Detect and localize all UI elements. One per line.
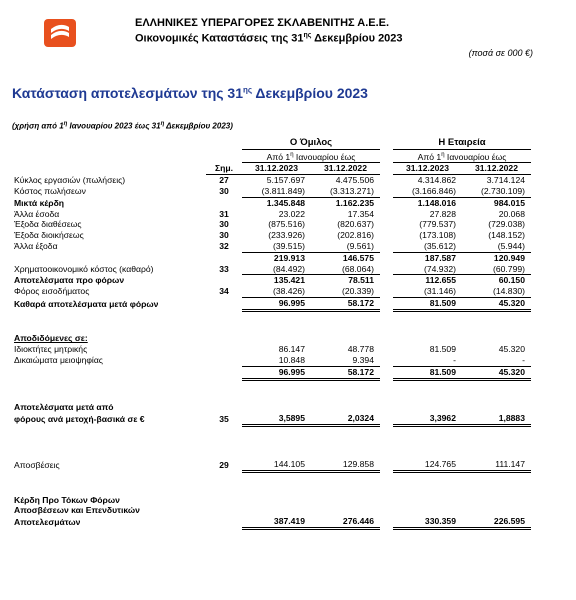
table-cell: (173.108) [419,230,456,241]
table-cell: 32 [219,241,229,252]
table-cell: (74.932) [423,263,456,274]
table-cell [14,310,531,322]
table-cell [462,333,531,344]
table-cell: 96.995 [242,366,311,379]
table-row [14,286,531,297]
table-cell: 58.172 [311,366,380,379]
table-cell [380,298,393,311]
table-cell: (3.811.849) [261,186,305,197]
table-cell: - [522,355,525,365]
table-cell [380,241,393,252]
table-cell: (35.612) [423,241,456,252]
table-cell: 5.157.697 [266,175,305,186]
table-cell: Κόστος πωλήσεων [14,186,86,197]
table-row [14,175,531,186]
table-cell: 120.949 [462,252,531,263]
table-cell: 1.345.848 [242,197,311,208]
table-cell: 2,0324 [311,413,380,425]
table-cell: 48.778 [347,344,374,355]
table-cell [380,344,393,355]
table-cell: 27.828 [429,208,456,219]
table-cell [206,197,242,208]
table-cell: 20.068 [498,208,525,219]
table-cell [14,138,206,149]
table-cell: 3,5895 [242,413,311,425]
table-row [14,298,531,311]
company-logo [43,18,77,48]
table-cell [206,298,242,311]
table-cell [242,333,311,344]
table-cell [380,459,393,471]
table-cell [206,516,242,528]
table-cell: 330.359 [393,516,462,528]
table-cell [206,366,242,379]
table-cell [462,505,531,516]
period-header-row [14,149,531,163]
table-row [14,355,531,366]
table-cell: (233.926) [268,230,305,241]
table-cell: Αποσβέσεις [14,459,60,470]
table-cell: Κέρδη Προ Τόκων Φόρων [14,494,120,505]
table-cell [14,471,531,483]
table-cell [380,413,393,425]
table-cell: 31 [219,208,229,219]
table-cell [380,252,393,263]
table-cell [380,355,393,366]
table-cell: 146.575 [311,252,380,263]
table-cell: 96.995 [242,298,311,311]
table-cell: (84.492) [272,263,305,274]
table-cell: Έξοδα διαθέσεως [14,219,82,230]
table-cell: Άλλα έσοδα [14,208,60,219]
table-cell: 226.595 [462,516,531,528]
table-cell: (148.152) [488,230,525,241]
table-cell: 81.509 [393,366,462,379]
company-date-2023: 31.12.2023 [393,163,462,175]
table-cell [206,402,242,413]
table-cell: (820.637) [337,219,374,230]
statements-subtitle: Οικονομικές Καταστάσεις της $31^{\eta\varsigma}$ Δεκεμβρίου 2023 [135,32,403,45]
table-cell: Μικτά κέρδη [14,197,65,208]
table-cell: 34 [219,286,229,297]
table-row [14,264,531,275]
table-cell: (38.426) [272,286,305,297]
table-cell [380,163,393,175]
table-cell: 30 [219,186,229,197]
table-cell [14,448,531,459]
table-cell: (2.730.109) [481,186,525,197]
table-row [14,197,531,208]
table-row [14,344,531,355]
table-cell: 27 [219,175,229,186]
table-cell: 387.419 [242,516,311,528]
table-cell: Φόρος εισοδήματος [14,286,90,297]
table-cell: (20.339) [341,286,374,297]
table-cell [14,391,531,402]
table-cell [380,495,393,506]
table-cell: Δικαιώματα μειοψηφίας [14,355,103,366]
period-note: (χρήση από $1^\eta$ Ιανουαρίου 2023 έως $31^\eta$ Δεκεμβρίου 2023) [12,121,233,131]
table-cell: 135.421 [242,275,311,286]
table-cell [206,149,242,163]
table-cell [206,355,242,366]
table-cell: 45.320 [462,298,531,311]
table-cell [14,438,531,449]
table-row [14,219,531,230]
table-cell [206,252,242,263]
attributable-total-row [14,366,531,379]
table-cell: Αποτελεσμάτων [14,516,81,527]
group-date-2023: 31.12.2023 [242,163,311,175]
table-cell [393,505,462,516]
table-cell [380,516,393,528]
table-row [14,241,531,252]
table-cell [206,344,242,355]
table-cell: 9.394 [352,355,374,365]
attributable-heading-row [14,333,531,344]
table-cell: (39.515) [272,241,305,252]
table-cell: 4.475.506 [335,175,374,186]
table-cell: 33 [219,263,229,274]
table-cell: 30 [219,219,229,230]
table-cell: 78.511 [311,275,380,286]
table-cell: 81.509 [393,298,462,311]
table-cell [14,252,206,263]
table-cell: Χρηματοοικονομικό κόστος (καθαρό) [14,263,154,274]
table-cell: (779.537) [419,219,456,230]
table-cell: 45.320 [498,344,525,355]
table-cell: 10.848 [278,355,305,365]
table-cell [14,149,206,163]
table-cell: (202.816) [337,230,374,241]
table-cell [380,264,393,275]
table-row [14,252,531,263]
table-cell: 35 [219,413,229,424]
table-cell: 30 [219,230,229,241]
table-cell [380,149,393,163]
table-cell: 86.147 [278,344,305,355]
table-cell: (68.064) [341,263,374,274]
company-name: ΕΛΛΗΝΙΚΕΣ ΥΠΕΡΑΓΟΡΕΣ ΣΚΛΑΒΕΝΙΤΗΣ Α.Ε.Ε. [135,17,390,29]
table-cell [242,495,311,506]
table-cell: 23.022 [278,208,305,219]
table-cell [380,402,393,413]
table-cell: φόρους ανά μετοχή-βασικά σε € [14,413,145,424]
table-cell [206,495,242,506]
table-cell: (3.166.846) [412,186,456,197]
table-cell: Ιδιοκτήτες μητρικής [14,344,88,355]
table-cell [311,333,380,344]
table-cell [380,197,393,208]
amounts-note: (ποσά σε 000 €) [468,48,533,58]
table-cell: (3.313.271) [330,186,374,197]
table-cell: 81.509 [429,344,456,355]
table-cell: 58.172 [311,298,380,311]
table-cell: (875.516) [268,219,305,230]
table-cell: 144.105 [242,459,311,471]
table-cell [380,505,393,516]
table-cell [462,495,531,506]
date-header-row [14,163,531,175]
eps-row [14,413,531,425]
table-cell [380,230,393,241]
table-cell: 1,8883 [462,413,531,425]
table-cell [380,186,393,197]
table-cell [311,402,380,413]
table-cell [393,495,462,506]
table-cell [14,425,531,437]
company-header: Η Εταιρεία [393,138,531,149]
column-group-header [14,138,531,149]
depreciation-row [14,459,531,471]
table-row [14,209,531,220]
table-cell [14,366,206,379]
table-cell: 45.320 [462,366,531,379]
table-cell: 276.446 [311,516,380,528]
table-cell [380,286,393,297]
group-period-header: Από $1^\eta$ Ιανουαρίου έως [242,149,380,163]
table-cell: Καθαρά αποτελέσματα μετά φόρων [14,298,159,309]
table-cell: (729.038) [488,219,525,230]
table-cell: 129.858 [311,459,380,471]
table-cell: 111.147 [462,459,531,471]
table-cell [206,138,242,149]
table-cell: 60.150 [462,275,531,286]
company-period-header: Από $1^\eta$ Ιανουαρίου έως [393,149,531,163]
table-cell: Αποτελέσματα προ φόρων [14,275,125,286]
table-cell: 4.314.862 [417,175,456,186]
table-row [14,186,531,197]
table-cell: 112.655 [393,275,462,286]
table-cell: (5.944) [497,241,525,252]
table-cell [311,495,380,506]
table-cell [14,484,531,495]
table-row [14,275,531,286]
table-cell [393,333,462,344]
table-cell: Έξοδα διοικήσεως [14,230,84,241]
table-cell: 1.148.016 [393,197,462,208]
table-cell: (31.146) [423,286,456,297]
table-cell: Αποσβέσεων και Επενδυτικών [14,505,140,516]
table-cell: 3.714.124 [486,175,525,186]
page-title: Κατάσταση αποτελεσμάτων της $31^{\eta\varsigma}$ Δεκεμβρίου 2023 [12,85,368,101]
group-date-2022: 31.12.2022 [311,163,380,175]
table-cell: (9.561) [346,241,374,252]
table-cell [393,402,462,413]
table-cell [380,138,393,149]
table-cell [380,175,393,186]
table-cell: 984.015 [462,197,531,208]
table-row [14,230,531,241]
table-cell: 124.765 [393,459,462,471]
eps-label-row [14,402,531,413]
table-cell [206,333,242,344]
group-header: Ο Όμιλος [242,138,380,149]
table-cell: 17.354 [347,208,374,219]
table-cell: 3,3962 [393,413,462,425]
table-cell: 219.913 [242,252,311,263]
ebitda-row [14,516,531,528]
company-date-2022: 31.12.2022 [462,163,531,175]
table-cell: 187.587 [393,252,462,263]
table-cell [14,379,531,391]
table-cell [206,505,242,516]
attributable-heading: Αποδιδόμενες σε: [14,333,88,344]
table-cell [380,366,393,379]
table-cell: (14.830) [492,286,525,297]
table-cell: Άλλα έξοδα [14,241,58,252]
note-header: Σημ. [206,163,242,175]
table-cell [14,163,206,175]
table-cell: (60.799) [492,263,525,274]
table-cell: 1.162.235 [311,197,380,208]
table-cell [242,402,311,413]
table-cell: 29 [219,459,229,470]
table-cell [380,275,393,286]
table-cell [14,323,531,334]
table-cell [206,275,242,286]
ebitda-label-row [14,505,531,516]
table-cell: Αποτελέσματα μετά από [14,402,114,413]
table-cell [380,209,393,220]
table-cell [311,505,380,516]
table-cell [380,333,393,344]
table-cell [462,402,531,413]
table-cell: Κύκλος εργασιών (πωλήσεις) [14,175,126,185]
ebitda-label-row [14,495,531,506]
income-statement-table [14,138,531,530]
table-cell [242,505,311,516]
table-cell [380,219,393,230]
table-cell: - [453,355,456,365]
